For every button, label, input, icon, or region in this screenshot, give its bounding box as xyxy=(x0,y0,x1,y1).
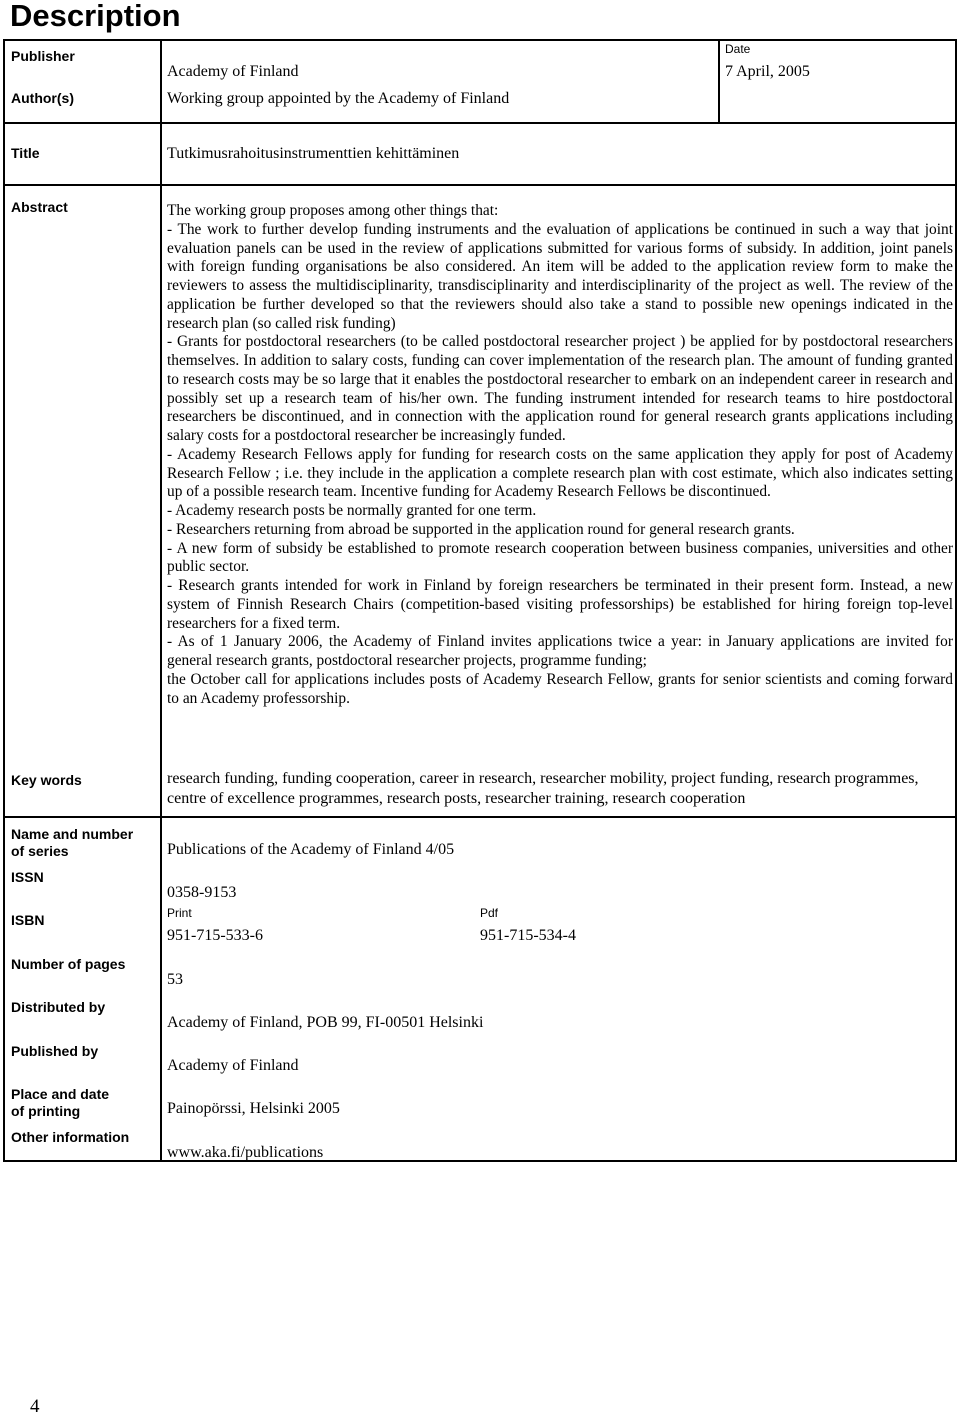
isbn-print-value: 951-715-533-6 xyxy=(167,927,263,944)
place-label-line2: of printing xyxy=(11,1103,81,1119)
series-value: Publications of the Academy of Finland 4/05 xyxy=(167,841,455,858)
other-label: Other information xyxy=(11,1129,130,1145)
date-value: 7 April, 2005 xyxy=(725,63,810,80)
isbn-label: ISBN xyxy=(11,912,45,928)
series-label-line1: Name and number xyxy=(11,826,134,842)
distributed-value: Academy of Finland, POB 99, FI-00501 Helsinki xyxy=(167,1014,484,1031)
abstract-text xyxy=(167,202,953,762)
row-divider xyxy=(3,122,957,124)
pages-value: 53 xyxy=(167,971,183,988)
title-value: Tutkimusrahoitusinstrumenttien kehittäminen xyxy=(167,145,460,162)
published-label: Published by xyxy=(11,1043,99,1059)
abstract-paragraph: - The work to further develop funding instruments and the evaluation of applications be continued in such a way that joint evaluation panels can be used in the review of applications submitted for various forms of subsidy. In addition, joint panels with foreign funding organisations be also considered. An item will be added to the application review form to make the reviewers to assess the multidisciplinarity, transdisciplinarity and interdisciplinarity of the project as well. The review of the application be further developed so that the reviewers should also take a stand to possible new openings indicated in the research plan (so called risk funding) xyxy=(167,220,953,332)
published-value: Academy of Finland xyxy=(167,1057,299,1074)
row-divider xyxy=(3,184,957,186)
isbn-pdf-label: Pdf xyxy=(480,906,499,920)
abstract-paragraph: the October call for applications includes posts of Academy Research Fellow, grants for senior scientists and coming forward to an Academy professorship. xyxy=(167,670,953,707)
publisher-label: Publisher xyxy=(11,48,75,64)
series-label-line2: of series xyxy=(11,843,69,859)
abstract-label: Abstract xyxy=(11,199,68,215)
page-number: 4 xyxy=(30,1396,40,1417)
abstract-paragraph: - Academy Research Fellows apply for funding for research costs on the same application they apply for post of Academy Research Fellow ; i.e. they include in the application a complete research plan with cost estimate, which also indicates setting up of a possible research team. Incentive funding for Academy Research Fellows be discontinued. xyxy=(167,445,953,501)
row-divider xyxy=(3,816,957,818)
keywords-value: research funding, funding cooperation, career in research, researcher mobility, project funding, research programmes, centre of excellence programmes, research posts, researcher training, research cooperation xyxy=(167,770,919,807)
abstract-paragraph: The working group proposes among other things that: xyxy=(167,202,499,219)
isbn-print-label: Print xyxy=(167,906,192,920)
pages-label: Number of pages xyxy=(11,956,126,972)
abstract-paragraph: - Researchers returning from abroad be supported in the application round for general research grants. xyxy=(167,520,795,538)
page-title: Description xyxy=(10,0,181,33)
authors-value: Working group appointed by the Academy of Finland xyxy=(167,90,510,107)
abstract-paragraph: - Grants for postdoctoral researchers (to be called postdoctoral researcher project ) be applied for by postdoctoral researchers themselves. In addition to salary costs, funding can cover implementation of the research plan. The amount of funding granted to research costs may be so large that it enables the postdoctoral researcher to embark on an independent career in research and possibly set up a research team of his/her own. The funding instrument intended for research teams to hire postdoctoral researchers be discontinued, and in connection with the application round for general research grants applications including salary costs for a postdoctoral researcher be increasingly funded. xyxy=(167,333,953,444)
abstract-paragraph: - A new form of subsidy be established to promote research cooperation between business companies, universities and other public sector. xyxy=(167,539,953,576)
abstract-paragraph: - Academy research posts be normally granted for one term. xyxy=(167,502,537,519)
publisher-value: Academy of Finland xyxy=(167,63,299,80)
authors-label: Author(s) xyxy=(11,90,74,106)
abstract-paragraph: - Research grants intended for work in Finland by foreign researchers be terminated in their present form. Instead, a new system of Finnish Research Chairs (competition-based visiting professorships) be established for hiring foreign top-level researchers for a fixed term. xyxy=(167,577,953,632)
other-value[interactable]: www.aka.fi/publications xyxy=(167,1144,324,1161)
abstract-paragraph: - As of 1 January 2006, the Academy of Finland invites applications twice a year: in January applications are invited for general research grants, postdoctoral researcher projects, programme funding; xyxy=(167,633,953,669)
place-value: Painopörssi, Helsinki 2005 xyxy=(167,1100,340,1117)
issn-label: ISSN xyxy=(11,869,44,885)
issn-value: 0358-9153 xyxy=(167,884,237,901)
isbn-pdf-value: 951-715-534-4 xyxy=(480,927,576,944)
date-divider xyxy=(718,39,720,124)
keywords-label: Key words xyxy=(11,772,82,788)
title-label: Title xyxy=(11,145,40,161)
distributed-label: Distributed by xyxy=(11,999,106,1015)
date-label: Date xyxy=(725,42,751,56)
column-divider xyxy=(160,39,162,1162)
place-label-line1: Place and date xyxy=(11,1086,110,1102)
